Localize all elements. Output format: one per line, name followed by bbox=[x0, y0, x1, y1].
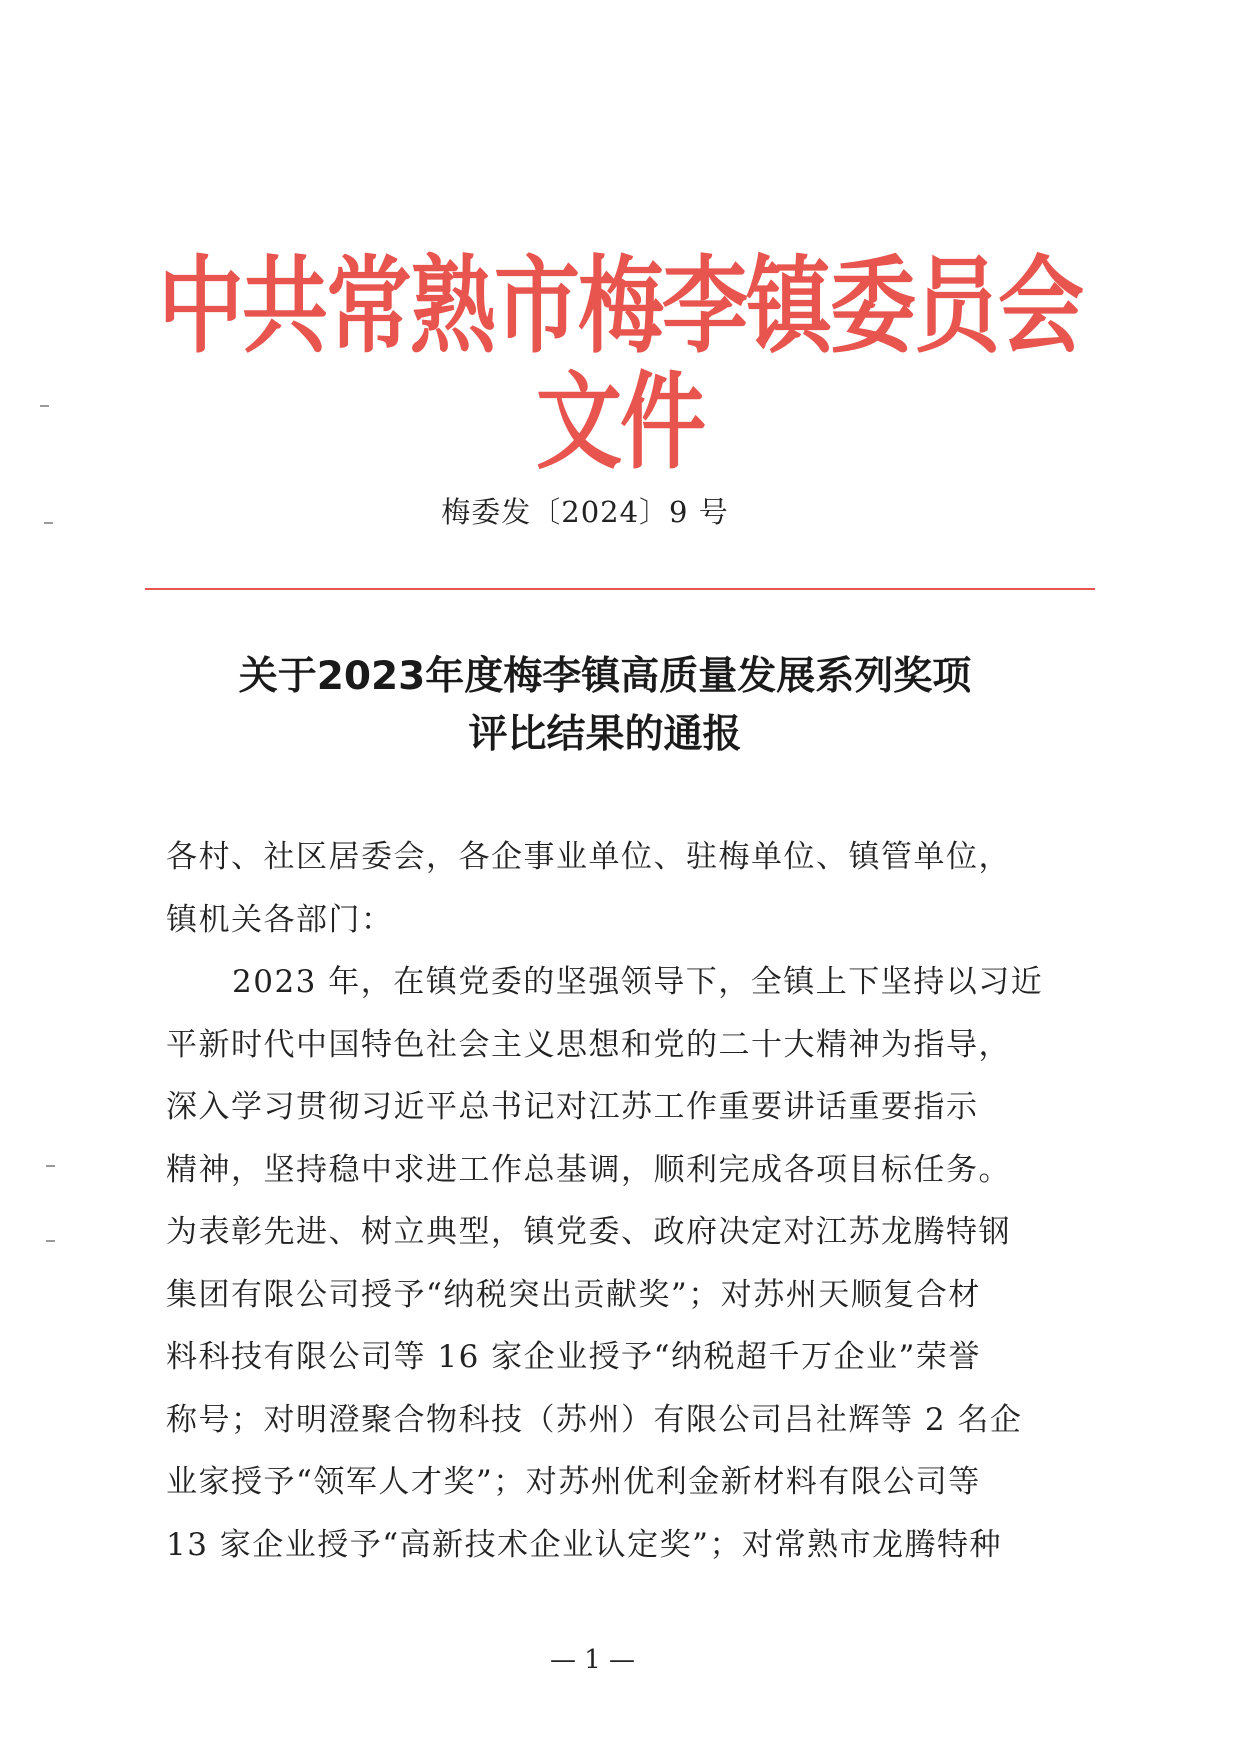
document-title bbox=[150, 648, 1060, 764]
body-line: 集团有限公司授予“纳税突出贡献奖”；对苏州天顺复合材 bbox=[166, 1276, 981, 1313]
body-line: 精神，坚持稳中求进工作总基调，顺利完成各项目标任务。 bbox=[166, 1151, 1011, 1188]
body-line: 为表彰先进、树立典型，镇党委、政府决定对江苏龙腾特钢 bbox=[166, 1214, 1011, 1250]
body-line: 业家授予“领军人才奖”；对苏州优利金新材料有限公司等 bbox=[166, 1464, 981, 1500]
body-line: 料科技有限公司等 16 家企业授予“纳税超千万企业”荣誉 bbox=[166, 1339, 981, 1375]
page-number: — 1 — bbox=[549, 1645, 636, 1675]
body-line: 深入学习贯彻习近平总书记对江苏工作重要讲话重要指示 bbox=[166, 1089, 979, 1125]
document-number: 梅委发〔2024〕9 号 bbox=[441, 495, 729, 529]
title-line-2: 评比结果的通报 bbox=[468, 712, 742, 757]
salutation-line: 镇机关各部门： bbox=[166, 901, 394, 938]
scan-artifact bbox=[40, 405, 49, 407]
body-line: 2023 年，在镇党委的坚强领导下，全镇上下坚持以习近 bbox=[232, 964, 1044, 1000]
document-masthead: 中共常熟市梅李镇委员会文件 bbox=[158, 246, 1082, 484]
body-line: 13 家企业授予“高新技术企业认定奖”；对常熟市龙腾特种 bbox=[166, 1526, 1002, 1563]
red-divider-line bbox=[145, 588, 1095, 590]
scan-artifact bbox=[46, 1240, 55, 1242]
salutation-line: 各村、社区居委会，各企事业单位、驻梅单位、镇管单位， bbox=[166, 839, 1011, 875]
body-line: 称号；对明澄聚合物科技（苏州）有限公司吕社辉等 2 名企 bbox=[166, 1401, 1023, 1438]
document-body bbox=[166, 826, 1044, 1576]
title-line-1: 关于2023年度梅李镇高质量发展系列奖项 bbox=[238, 654, 972, 699]
body-line: 平新时代中国特色社会主义思想和党的二十大精神为指导， bbox=[166, 1026, 1011, 1063]
scan-artifact bbox=[46, 1165, 55, 1167]
